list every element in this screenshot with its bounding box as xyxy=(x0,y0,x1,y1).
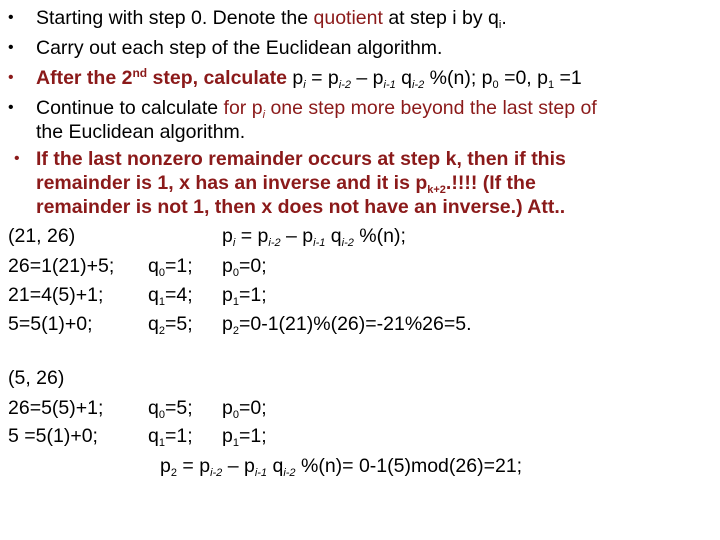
ex2-row-0-p: $p_0=0$; xyxy=(222,397,267,421)
b1-end: . xyxy=(501,7,507,29)
b1-pre: Starting with step 0. Denote the xyxy=(36,7,314,29)
bullet-dot: • xyxy=(14,150,20,167)
ex1-row-1-eq: 21=4(5)+1; xyxy=(8,284,104,306)
b4-red: for p xyxy=(223,97,263,119)
ex1-row-0-p: $p_0=0$; xyxy=(222,255,267,279)
bullet-4-line2: the Euclidean algorithm. xyxy=(36,121,246,143)
ex1-row-0-q: $q_0=1$; xyxy=(148,255,193,279)
bullet-5-line2 xyxy=(36,171,536,195)
ex2-row-1-p: $p_1=1$; xyxy=(222,425,267,449)
bullet-5-line3: remainder is not 1, then x does not have an inverse.) Att.. xyxy=(36,196,566,218)
ex1-row-2-eq: 5=5(1)+0; xyxy=(8,313,93,335)
b4-sub: i xyxy=(262,109,266,121)
bullet-dot: • xyxy=(8,39,14,56)
bullet-4 xyxy=(36,96,597,120)
b1-keyword: quotient xyxy=(313,7,383,29)
b5-post: .!!!! (If the xyxy=(445,172,536,194)
bullet-dot: • xyxy=(8,9,14,26)
b1-mid: at step i by q xyxy=(382,7,499,29)
bullet-3 xyxy=(36,66,582,90)
ex1-formula: $p_i = p_{i-2} - p_{i-1}$ $q_{i-2}$ %(n); xyxy=(222,225,406,249)
b3-post: step, calculate xyxy=(147,67,287,89)
b3-pre: After the 2 xyxy=(36,67,133,89)
b4-pre: Continue to calculate xyxy=(36,97,224,119)
ex1-row-0-eq: 26=1(21)+5; xyxy=(8,255,115,277)
ex2-row-0-q: $q_0=5$; xyxy=(148,397,193,421)
b5-sub: k+2 xyxy=(427,184,446,196)
bullet-dot: • xyxy=(8,99,14,116)
b1-sub: i xyxy=(498,19,502,31)
ex2-pair: (5, 26) xyxy=(8,367,65,389)
b3-sup: nd xyxy=(132,66,148,80)
ex2-row-1-q: $q_1=1$; xyxy=(148,425,193,449)
ex2-row-0-eq: 26=5(5)+1; xyxy=(8,397,104,419)
ex1-row-2-p: $p_2=0-1(21)\%(26)=-21\%26=5$. xyxy=(222,313,472,337)
b5-pre: remainder is 1, x has an inverse and it is p xyxy=(36,172,428,194)
ex2-final: $p_2 = p_{i-2} - p_{i-1}$ $q_{i-2}$ %(n)= 0-1(5)mod(26)=21; xyxy=(160,455,523,479)
ex1-row-2-q: $q_2=5$; xyxy=(148,313,193,337)
ex2-row-1-eq: 5 =5(1)+0; xyxy=(8,425,98,447)
bullet-5-line1: If the last nonzero remainder occurs at step k, then if this xyxy=(36,148,566,170)
bullet-2: Carry out each step of the Euclidean algorithm. xyxy=(36,37,443,59)
ex1-row-1-p: $p_1=1$; xyxy=(222,284,267,308)
bullet-dot: • xyxy=(8,69,14,86)
bullet-1 xyxy=(36,6,507,30)
ex1-pair: (21, 26) xyxy=(8,225,76,247)
b3-formula: $p_i = p_{i-2} - p_{i-1}$ $q_{i-2}$ %(n); $p_0 =0$, $p_1 =1$ xyxy=(292,67,582,91)
b4-red2: one step more beyond the last step of xyxy=(265,97,597,119)
ex1-row-1-q: $q_1=4$; xyxy=(148,284,193,308)
